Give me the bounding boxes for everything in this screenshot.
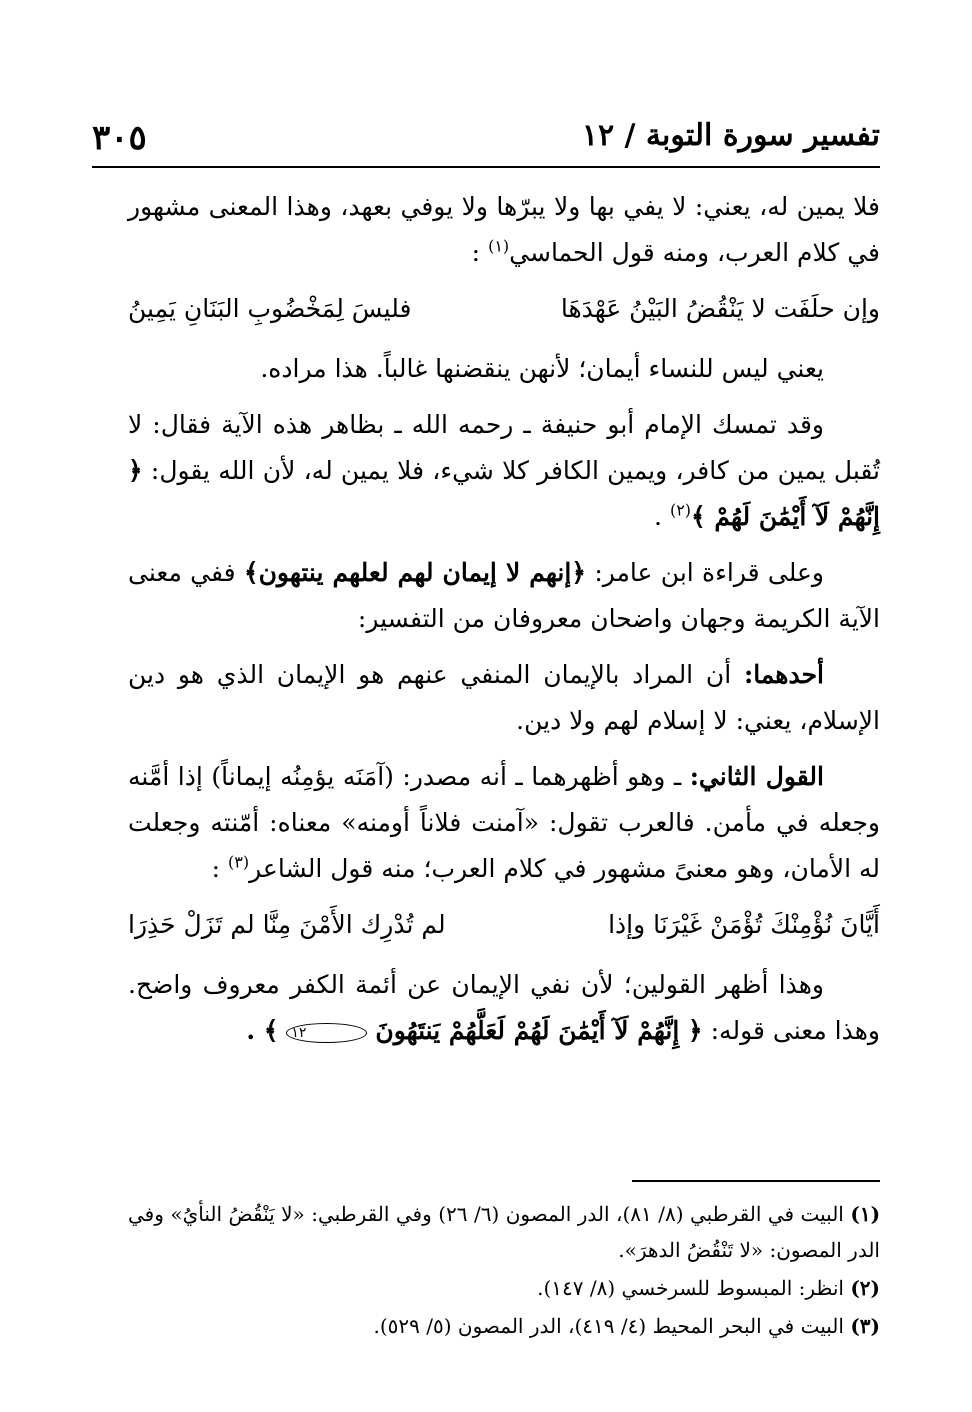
first-opinion-heading: أحدهما: (744, 660, 825, 689)
footnote-text: البيت في البحر المحيط (٤/ ٤١٩)، الدر المصون (٥/ ٥٢٩). (373, 1314, 844, 1338)
footnote-1 (128, 1196, 880, 1268)
main-text (128, 184, 880, 1064)
verse-2 (128, 902, 880, 948)
verse-1 (128, 286, 880, 332)
quran-quote-1: ﴿ إِنَّهُمْ لَآ أَيْمَٰنَ لَهُمْ ﴾ (128, 456, 880, 531)
footnote-text: البيت في القرطبي (٨/ ٨١)، الدر المصون (٦/ ٢٦) وفي القرطبي: «لا يَنْقُضُ النأيُ» وفي الدر المصون: «لا تَنْقُضُ الدهرَ». (128, 1202, 880, 1262)
verse-2-first-hemistich: أَيَّانَ نُؤْمِنْكَ تُؤْمَنْ غَيْرَنَا وإذا (608, 910, 880, 939)
verse-1-first-hemistich: وإن حلَفَت لا يَنْقُضُ البَيْنُ عَهْدَهَا (560, 294, 880, 323)
footnotes (128, 1196, 880, 1346)
footnote-2 (128, 1270, 880, 1306)
paragraph-3: وقد تمسك الإمام أبو حنيفة ـ رحمه الله ـ بظاهر هذه الآية فقال: لا تُقبل يمين من كافر، ويمين الكافر كلا شيء، فلا يمين له، لأن الله يقول: ﴿ إِنَّهُمْ لَآ أَيْمَٰنَ لَهُمْ ﴾$^{(٢)}$ . (128, 410, 880, 531)
page-header (92, 118, 880, 162)
verse-2-second-hemistich: لم تُدْرِك الأَمْنَ مِنَّا لم تَزَلْ حَذِرَا (128, 910, 446, 939)
footnote-number: (١) (850, 1202, 881, 1226)
ayah-number-mark: ١٢ (286, 1023, 367, 1043)
paragraph-2: يعني ليس للنساء أيمان؛ لأنهن ينقضنها غالباً. هذا مراده. (260, 354, 824, 383)
quran-quote-2: ﴿إنهم لا إيمان لهم لعلهم ينتهون﴾ (243, 558, 586, 587)
verse-1-second-hemistich: فليسَ لِمَخْضُوبِ البَنَانِ يَمِينُ (128, 294, 412, 323)
page-number: ٣٠٥ (92, 118, 147, 158)
footnote-number: (٢) (850, 1276, 880, 1300)
running-title: تفسير سورة التوبة / ١٢ (581, 118, 880, 153)
footnote-rule (632, 1180, 880, 1182)
quran-quote-3: ﴿ إِنَّهُمْ لَآ أَيْمَٰنَ لَهُمْ لَعَلَّهُمْ يَنتَهُونَ (375, 1016, 703, 1045)
paragraph-6: القول الثاني: ـ وهو أظهرهما ـ أنه مصدر: (آمَنَه يؤمِنُه إيماناً) إذا أمَّنه وجعله في مأمن. فالعرب تقول: «آمنت فلاناً أومنه» معناه: أمّنته وجعلت له الأمان، وهو معنىً مشهور في كلام العرب؛ منه قول الشاعر$^{(٣)}$ : (128, 762, 880, 883)
second-opinion-heading: القول الثاني: (689, 762, 824, 791)
footnote-number: (٣) (850, 1314, 880, 1338)
footnote-3 (128, 1308, 880, 1344)
footnote-ref-3: (٣) (228, 852, 250, 872)
footnote-ref-1: (١) (488, 236, 510, 256)
footnote-text: انظر: المبسوط للسرخسي (٨/ ١٤٧). (537, 1276, 844, 1300)
paragraph-7: وهذا أظهر القولين؛ لأن نفي الإيمان عن أئمة الكفر معروف واضح. وهذا معنى قوله: ﴿ إِنَّهُمْ لَآ أَيْمَٰنَ لَهُمْ لَعَلَّهُمْ يَنتَهُونَ ١٢ ﴾ . (128, 970, 880, 1045)
paragraph-1: فلا يمين له، يعني: لا يفي بها ولا يبرّها ولا يوفي بعهد، وهذا المعنى مشهور في كلام العرب، ومنه قول الحماسي$^{(١)}$ : (128, 192, 880, 267)
paragraph-5: أحدهما: أن المراد بالإيمان المنفي عنهم هو الإيمان الذي هو دين الإسلام، يعني: لا إسلام لهم ولا دين. (128, 660, 880, 735)
footnote-ref-2: (٢) (669, 500, 692, 520)
paragraph-4: وعلى قراءة ابن عامر: ﴿إنهم لا إيمان لهم لعلهم ينتهون﴾ ففي معنى الآية الكريمة وجهان واضحان معروفان من التفسير: (128, 558, 880, 633)
header-rule (92, 166, 880, 168)
